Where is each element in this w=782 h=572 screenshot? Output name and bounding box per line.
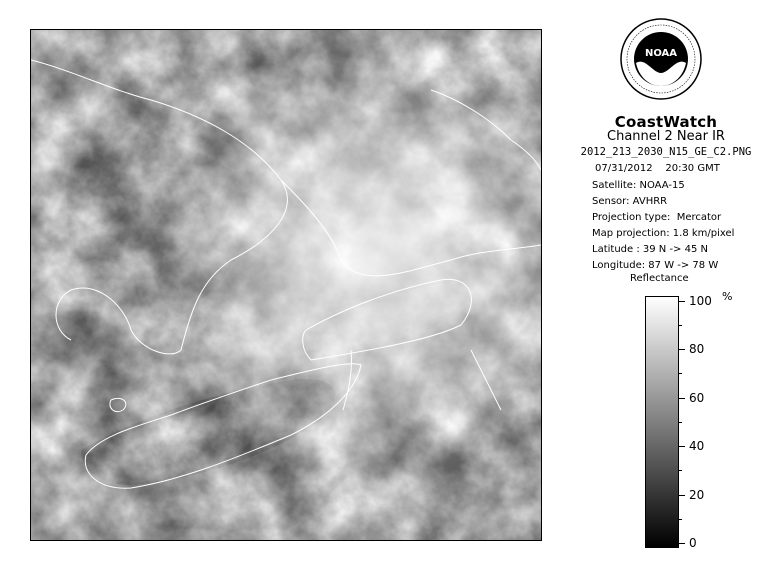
noaa-logo-text: NOAA bbox=[644, 48, 678, 59]
colorbar-tick bbox=[679, 398, 685, 399]
colorbar-tick-label: 80 bbox=[689, 342, 705, 356]
latitude-label: Latitude : 39 N -> 45 N bbox=[592, 244, 708, 255]
noaa-logo bbox=[619, 17, 703, 101]
datetime-label: 07/31/2012 20:30 GMT bbox=[595, 163, 720, 174]
file-name: 2012_213_2030_N15_GE_C2.PNG bbox=[580, 146, 752, 158]
colorbar-tick-label: 60 bbox=[689, 391, 705, 405]
satellite-label: Satellite: NOAA-15 bbox=[592, 180, 685, 191]
colorbar-label: Reflectance bbox=[630, 273, 689, 284]
noaa-logo-icon bbox=[619, 17, 703, 101]
colorbar-tick-label: 20 bbox=[689, 488, 705, 502]
colorbar bbox=[645, 296, 679, 548]
colorbar-tick bbox=[679, 495, 685, 496]
colorbar-minor-tick bbox=[679, 519, 682, 520]
colorbar-tick bbox=[679, 446, 685, 447]
colorbar-minor-tick bbox=[679, 373, 682, 374]
colorbar-unit: % bbox=[722, 290, 733, 303]
projection-type-label: Projection type: Mercator bbox=[592, 212, 722, 223]
colorbar-tick-label: 40 bbox=[689, 439, 705, 453]
map-projection-label: Map projection: 1.8 km/pixel bbox=[592, 228, 735, 239]
sensor-label: Sensor: AVHRR bbox=[592, 196, 668, 207]
colorbar-tick-label: 0 bbox=[689, 536, 697, 550]
colorbar-minor-tick bbox=[679, 325, 682, 326]
product-title: CoastWatch bbox=[614, 113, 718, 131]
satellite-image bbox=[30, 29, 542, 541]
colorbar-minor-tick bbox=[679, 470, 682, 471]
colorbar-minor-tick bbox=[679, 422, 682, 423]
colorbar-tick bbox=[679, 349, 685, 350]
colorbar-tick-label: 100 bbox=[689, 294, 712, 308]
longitude-label: Longitude: 87 W -> 78 W bbox=[592, 260, 719, 271]
channel-label: Channel 2 Near IR bbox=[607, 129, 725, 144]
colorbar-ticks bbox=[679, 296, 739, 548]
colorbar-tick bbox=[679, 543, 685, 544]
satellite-imagery-icon bbox=[31, 30, 541, 540]
colorbar-tick bbox=[679, 301, 685, 302]
